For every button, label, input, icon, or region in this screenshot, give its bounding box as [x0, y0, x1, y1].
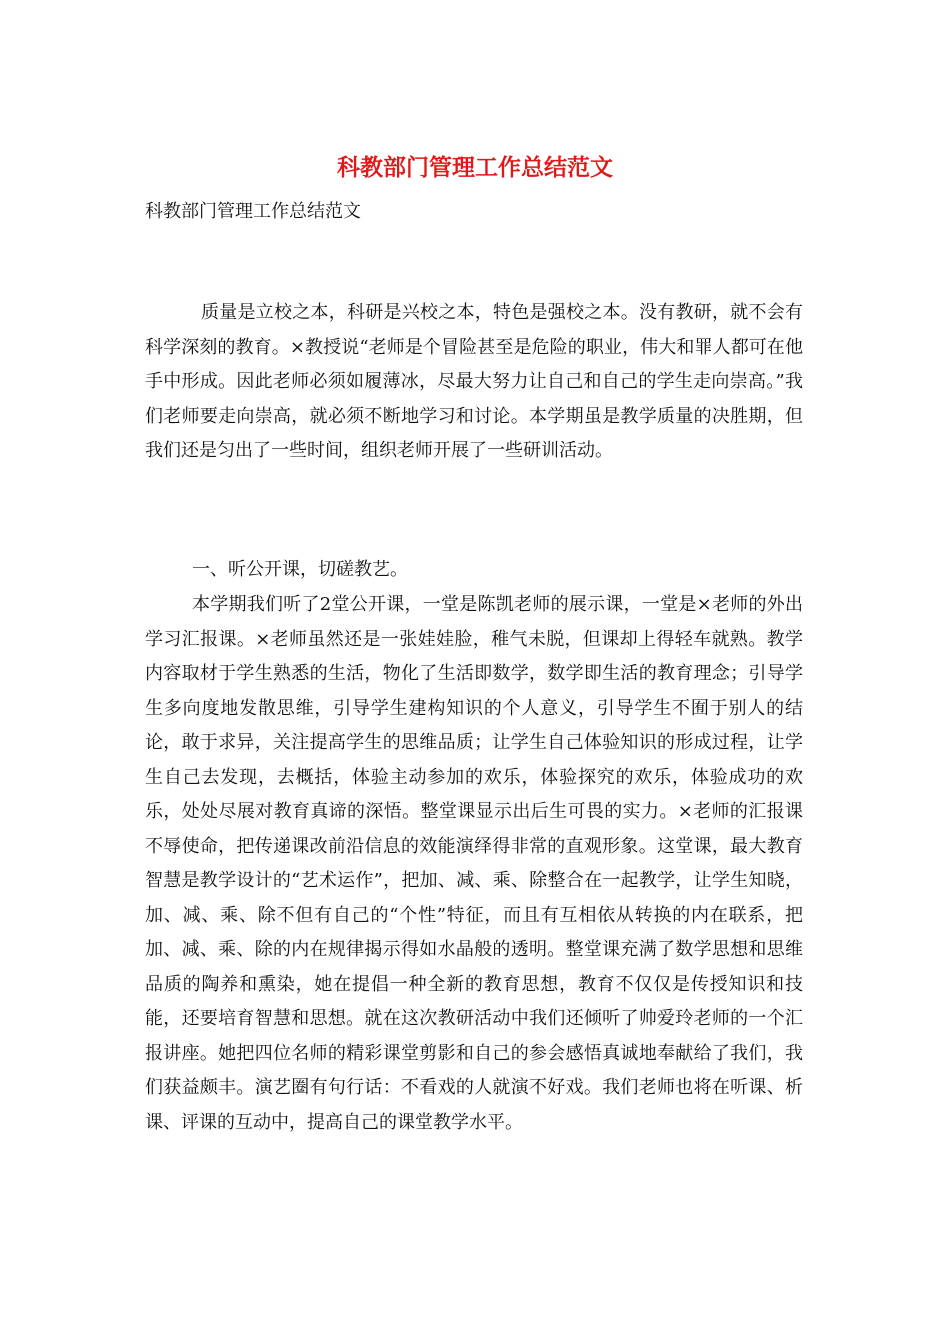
document-subtitle: 科教部门管理工作总结范文 — [145, 201, 361, 222]
section-heading-1: 一、听公开课，切磋教艺。 — [192, 559, 408, 580]
paragraph-section-1: 本学期我们听了2堂公开课，一堂是陈凯老师的展示课，一堂是×老师的外出学习汇报课。×老师虽然还是一张娃娃脸，稚气未脱，但课却上得轻车就熟。教学内容取材于学生熟悉的生活，物化了生活即数学，数学即生活的教育理念；引导学生多向度地发散思维，引导学生建构知识的个人意义，引导学生不囿于别人的结论，敢于求异，关注提高学生的思维品质；让学生自己体验知识的形成过程，让学生自己去发现，去概括，体验主动参加的欢乐，体验探究的欢乐，体验成功的欢乐，处处尽展对教育真谛的深悟。整堂课显示出后生可畏的实力。×老师的汇报课不辱使命，把传递课改前沿信息的效能演绎得非常的直观形象。这堂课，最大教育智慧是教学设计的“艺术运作”，把加、减、乘、除整合在一起教学，让学生知晓，加、减、乘、除不但有自己的“个性”特征，而且有互相依从转换的内在联系，把加、减、乘、除的内在规律揭示得如水晶般的透明。整堂课充满了数学思想和思维品质的陶养和熏染，她在提倡一种全新的教育思想，教育不仅仅是传授知识和技能，还要培育智慧和思想。就在这次教研活动中我们还倾听了帅爱玲老师的一个汇报讲座。她把四位名师的精彩课堂剪影和自己的参会感悟真诚地奉献给了我们，我们获益颇丰。演艺圈有句行话：不看戏的人就演不好戏。我们老师也将在听课、析课、评课的互动中，提高自己的课堂教学水平。 — [145, 594, 803, 1133]
paragraph-intro: 质量是立校之本，科研是兴校之本，特色是强校之本。没有教研，就不会有科学深刻的教育。×教授说“老师是个冒险甚至是危险的职业，伟大和罪人都可在他手中形成。因此老师必须如履薄冰，尽最大努力让自己和自己的学生走向崇高。”我们老师要走向崇高，就必须不断地学习和讨论。本学期虽是教学质量的决胜期，但我们还是匀出了一些时间，组织老师开展了一些研训活动。 — [145, 302, 803, 461]
document-title: 科教部门管理工作总结范文 — [337, 154, 613, 181]
